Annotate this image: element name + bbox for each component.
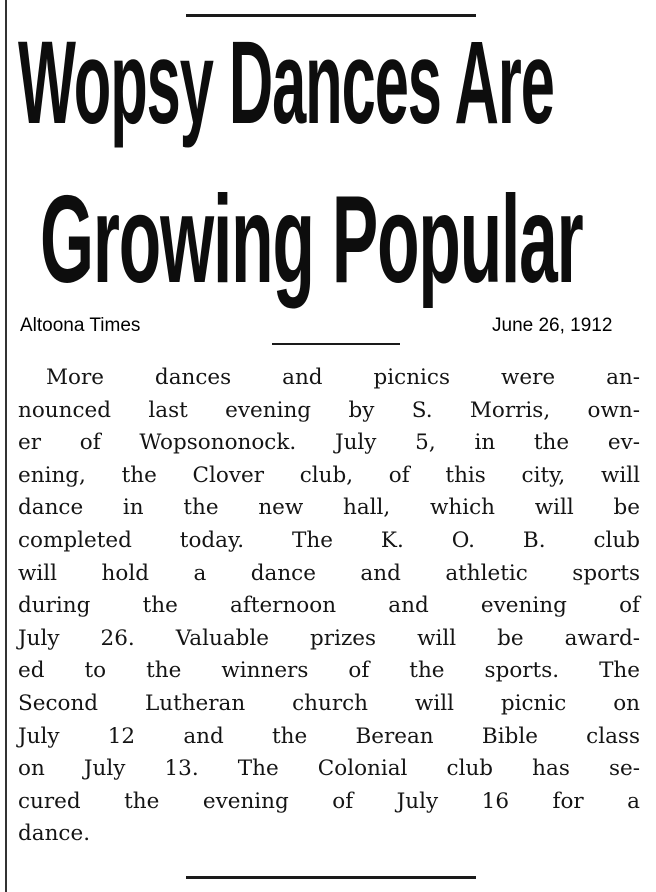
- source-name: Altoona Times: [20, 315, 141, 336]
- publication-date: June 26, 1912: [492, 315, 613, 336]
- bottom-rule: [186, 876, 476, 879]
- article-line: July 12 and the Berean Bible class: [18, 723, 640, 749]
- article-line: dance in the new hall, which will be: [18, 495, 640, 521]
- article-line: ening, the Clover club, of this city, will: [18, 462, 640, 488]
- headline-line-2: Growing Popular: [40, 171, 583, 309]
- article-line: Second Lutheran church will picnic on: [18, 690, 640, 716]
- article-line: will hold a dance and athletic sports: [18, 560, 640, 586]
- article-body: [18, 362, 640, 851]
- headline-line-1: Wopsy Dances Are: [18, 17, 554, 149]
- middle-rule: [272, 343, 400, 345]
- article-line: dance.: [18, 821, 91, 847]
- article-line: on July 13. The Colonial club has se-: [18, 756, 640, 782]
- article-line: completed today. The K. O. B. club: [18, 527, 640, 553]
- article-line: er of Wopsononock. July 5, in the ev-: [18, 430, 640, 456]
- article-line: More dances and picnics were an-: [46, 365, 640, 390]
- article-line: July 26. Valuable prizes will be award-: [18, 625, 640, 651]
- page-left-edge: [5, 0, 7, 892]
- article-line: cured the evening of July 16 for a: [18, 788, 640, 814]
- article-line: nounced last evening by S. Morris, own-: [18, 397, 640, 423]
- article-line: ed to the winners of the sports. The: [18, 658, 640, 684]
- article-line: during the afternoon and evening of: [18, 593, 640, 619]
